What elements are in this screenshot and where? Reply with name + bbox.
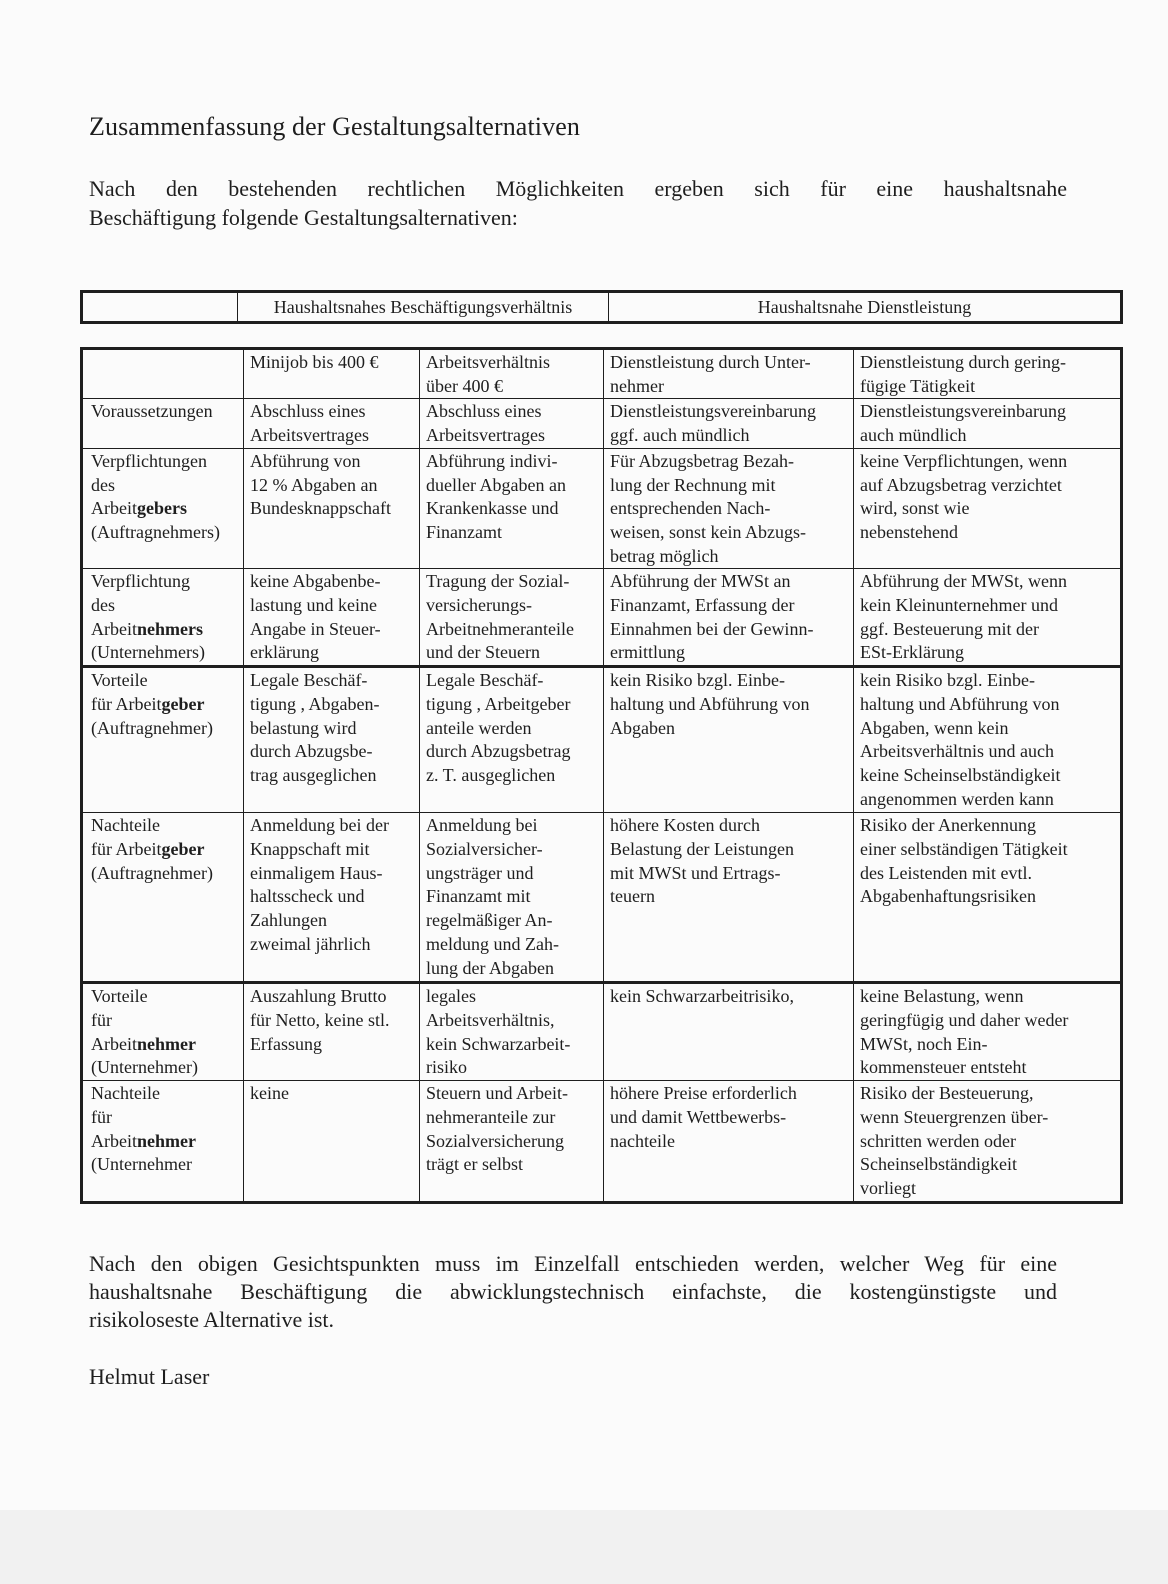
row-label-part: (Unternehmer) bbox=[91, 1057, 198, 1078]
table-cell-text: Tragung der Sozial- versicherungs- Arbeitnehmeranteile und der Steuern bbox=[426, 571, 574, 663]
group-header-empty bbox=[82, 292, 238, 323]
table-cell-text: Risiko der Besteuerung, wenn Steuergrenzen über- schritten werden oder Scheinselbständigkeit vorliegt bbox=[860, 1083, 1049, 1198]
row-label-part: (Auftragnehmer) bbox=[91, 862, 213, 883]
table-cell-text: Dienstleistungsvereinbarung auch mündlich bbox=[860, 401, 1066, 446]
table-cell bbox=[854, 569, 1122, 667]
table-cell bbox=[604, 569, 854, 667]
closing-line-1: Nach den obigen Gesichtspunkten muss im Einzelfall entschieden werden, welcher Weg für eine bbox=[89, 1251, 1057, 1276]
row-label-text bbox=[91, 814, 237, 885]
table-cell-text: kein Risiko bzgl. Einbe- haltung und Abführung von Abgaben, wenn kein Arbeitsverhältnis und auch keine Scheinselbständigkeit angenommen werden kann bbox=[860, 670, 1061, 809]
comparison-table bbox=[80, 347, 1123, 1204]
table-cell bbox=[420, 1081, 604, 1203]
row-label-part: (Unternehmer bbox=[91, 1154, 192, 1175]
row-label bbox=[82, 569, 244, 667]
row-label-emphasis: nehmer bbox=[136, 1130, 196, 1151]
intro-line-2: Beschäftigung folgende Gestaltungsalternativen: bbox=[89, 205, 518, 230]
table-cell-text: Auszahlung Brutto für Netto, keine stl. Erfassung bbox=[250, 986, 390, 1054]
table-cell bbox=[244, 667, 420, 813]
table-cell-text: keine bbox=[250, 1083, 289, 1104]
column-header bbox=[604, 349, 854, 399]
table-cell bbox=[420, 399, 604, 448]
table-cell bbox=[604, 983, 854, 1081]
table-cell-text: Abführung indivi- dueller Abgaben an Krankenkasse und Finanzamt bbox=[426, 450, 566, 542]
group-header-table bbox=[80, 290, 1123, 324]
table-cell-text: höhere Preise erforderlich und damit Wettbewerbs- nachteile bbox=[610, 1083, 797, 1151]
table-row-nachteile-arbeitgeber bbox=[82, 813, 1122, 983]
row-label-part: Nachteile für Arbeit bbox=[91, 1083, 160, 1151]
table-row-verpflichtung-arbeitnehmer bbox=[82, 569, 1122, 667]
closing-line-2: haushaltsnahe Beschäftigung die abwicklungstechnisch einfachste, die kostengünstigste und bbox=[89, 1279, 1057, 1304]
intro-line-1: Nach den bestehenden rechtlichen Möglichkeiten ergeben sich für eine haushaltsnahe bbox=[89, 176, 1067, 201]
row-label-emphasis: gebers bbox=[136, 498, 187, 519]
table-cell bbox=[854, 813, 1122, 983]
table-cell-text: keine Belastung, wenn geringfügig und daher weder MWSt, noch Ein- kommensteuer entsteht bbox=[860, 986, 1069, 1078]
closing-line-3: risikoloseste Alternative ist. bbox=[89, 1307, 335, 1332]
column-header bbox=[82, 349, 244, 399]
table-cell bbox=[244, 813, 420, 983]
table-cell-text: Dienstleistungsvereinbarung ggf. auch mündlich bbox=[610, 401, 816, 446]
table-cell bbox=[854, 667, 1122, 813]
table-cell bbox=[604, 1081, 854, 1203]
row-label-text bbox=[91, 985, 237, 1080]
table-cell bbox=[244, 399, 420, 448]
table-cell-text: keine Verpflichtungen, wenn auf Abzugsbetrag verzichtet wird, sonst wie nebenstehend bbox=[860, 450, 1068, 542]
scan-bottom-strip bbox=[0, 1510, 1168, 1584]
table-cell-text: Abschluss eines Arbeitsvertrages bbox=[250, 401, 369, 446]
table-cell bbox=[244, 569, 420, 667]
group-header-row bbox=[82, 292, 1122, 323]
table-cell-text: Anmeldung bei der Knappschaft mit einmaligem Haus- haltsscheck und Zahlungen zweimal jährlich bbox=[250, 815, 389, 954]
group-header-service: Haushaltsnahe Dienstleistung bbox=[609, 292, 1122, 323]
table-cell-text: Abschluss eines Arbeitsvertrages bbox=[426, 401, 545, 446]
row-label-text bbox=[91, 1082, 237, 1177]
row-label-text bbox=[91, 400, 237, 424]
table-cell-text: Abführung von 12 % Abgaben an Bundesknappschaft bbox=[250, 450, 391, 519]
table-cell bbox=[604, 448, 854, 569]
table-cell bbox=[854, 983, 1122, 1081]
row-label-emphasis: nehmer bbox=[136, 1033, 196, 1054]
table-cell-text: Legale Beschäf- tigung , Abgaben- belastung wird durch Abzugsbe- trag ausgeglichen bbox=[250, 670, 380, 786]
row-label-part: (Auftragnehmer) bbox=[91, 717, 213, 738]
table-cell-text: kein Risiko bzgl. Einbe- haltung und Abführung von Abgaben bbox=[610, 670, 810, 738]
table-cell bbox=[604, 667, 854, 813]
column-header-text: Dienstleistung durch Unter- nehmer bbox=[610, 352, 811, 396]
column-header bbox=[244, 349, 420, 399]
row-label-emphasis: geber bbox=[161, 694, 205, 715]
table-row-nachteile-arbeitnehmer bbox=[82, 1081, 1122, 1203]
row-label-emphasis: geber bbox=[161, 839, 205, 860]
column-header bbox=[420, 349, 604, 399]
table-cell bbox=[604, 399, 854, 448]
table-cell bbox=[854, 1081, 1122, 1203]
column-header bbox=[854, 349, 1122, 399]
author-signature: Helmut Laser bbox=[89, 1364, 210, 1389]
intro-paragraph bbox=[89, 174, 1067, 232]
table-cell bbox=[420, 983, 604, 1081]
row-label bbox=[82, 1081, 244, 1203]
table-row-verpflichtungen-arbeitgeber bbox=[82, 448, 1122, 569]
column-header-text: Minijob bis 400 € bbox=[250, 352, 379, 372]
table-cell-text: kein Schwarzarbeitrisiko, bbox=[610, 986, 794, 1007]
table-cell bbox=[604, 813, 854, 983]
column-header-text: Dienstleistung durch gering- fügige Tätigkeit bbox=[860, 352, 1066, 396]
closing-paragraph bbox=[89, 1250, 1057, 1334]
row-label-emphasis: nehmers bbox=[136, 618, 203, 639]
table-cell-text: Anmeldung bei Sozialversicher- ungsträger und Finanzamt mit regelmäßiger An- meldung und Zah- lung der Abgaben bbox=[426, 815, 559, 978]
row-label-text bbox=[91, 669, 237, 740]
row-label-part: Vorteile für Arbeit bbox=[91, 986, 148, 1054]
table-cell-text: legales Arbeitsverhältnis, kein Schwarzarbeit- risiko bbox=[426, 986, 571, 1078]
row-label-text bbox=[91, 450, 237, 545]
row-label bbox=[82, 399, 244, 448]
table-row-vorteile-arbeitgeber bbox=[82, 667, 1122, 813]
column-header-text: Arbeitsverhältnis über 400 € bbox=[426, 352, 550, 396]
table-cell bbox=[854, 448, 1122, 569]
group-header-employment: Haushaltsnahes Beschäftigungsverhältnis bbox=[238, 292, 609, 323]
row-label-part: Voraussetzungen bbox=[91, 401, 213, 422]
table-cell bbox=[244, 983, 420, 1081]
row-label-part: Verpflichtungen des Arbeit bbox=[91, 450, 207, 519]
table-cell bbox=[244, 1081, 420, 1203]
table-row-voraussetzungen bbox=[82, 399, 1122, 448]
table-row-vorteile-arbeitnehmer bbox=[82, 983, 1122, 1081]
row-label bbox=[82, 813, 244, 983]
table-cell bbox=[244, 448, 420, 569]
table-cell bbox=[420, 448, 604, 569]
row-label-part: (Unternehmers) bbox=[91, 642, 205, 663]
table-cell-text: Legale Beschäf- tigung , Arbeitgeber anteile werden durch Abzugsbetrag z. T. ausgeglichen bbox=[426, 670, 571, 786]
row-label bbox=[82, 983, 244, 1081]
row-label-part: Verpflichtung des Arbeit bbox=[91, 571, 190, 639]
table-cell-text: Abführung der MWSt an Finanzamt, Erfassung der Einnahmen bei der Gewinn- ermittlung bbox=[610, 571, 814, 663]
table-cell bbox=[420, 569, 604, 667]
table-cell bbox=[420, 667, 604, 813]
row-label-part: Vorteile für Arbeit bbox=[91, 670, 162, 715]
row-label-part: Nachteile für Arbeit bbox=[91, 815, 162, 860]
row-label bbox=[82, 667, 244, 813]
row-label-part: (Auftragnehmers) bbox=[91, 521, 220, 542]
column-header-row bbox=[82, 349, 1122, 399]
row-label-text bbox=[91, 570, 237, 665]
table-cell-text: Risiko der Anerkennung einer selbständigen Tätigkeit des Leistenden mit evtl. Abgabenhaftungsrisiken bbox=[860, 815, 1068, 907]
table-cell bbox=[854, 399, 1122, 448]
table-cell bbox=[420, 813, 604, 983]
table-cell-text: Steuern und Arbeit- nehmeranteile zur Sozialversicherung trägt er selbst bbox=[426, 1083, 568, 1175]
page-title: Zusammenfassung der Gestaltungsalternativen bbox=[89, 112, 580, 141]
table-cell-text: Für Abzugsbetrag Bezah- lung der Rechnung mit entsprechenden Nach- weisen, sonst kein Abzugs- betrag möglich bbox=[610, 450, 806, 566]
table-cell-text: Abführung der MWSt, wenn kein Kleinunternehmer und ggf. Besteuerung mit der ESt-Erklärung bbox=[860, 571, 1067, 663]
table-cell-text: keine Abgabenbe- lastung und keine Angabe in Steuer- erklärung bbox=[250, 571, 381, 663]
table-cell-text: höhere Kosten durch Belastung der Leistungen mit MWSt und Ertrags- teuern bbox=[610, 815, 794, 907]
row-label bbox=[82, 448, 244, 569]
